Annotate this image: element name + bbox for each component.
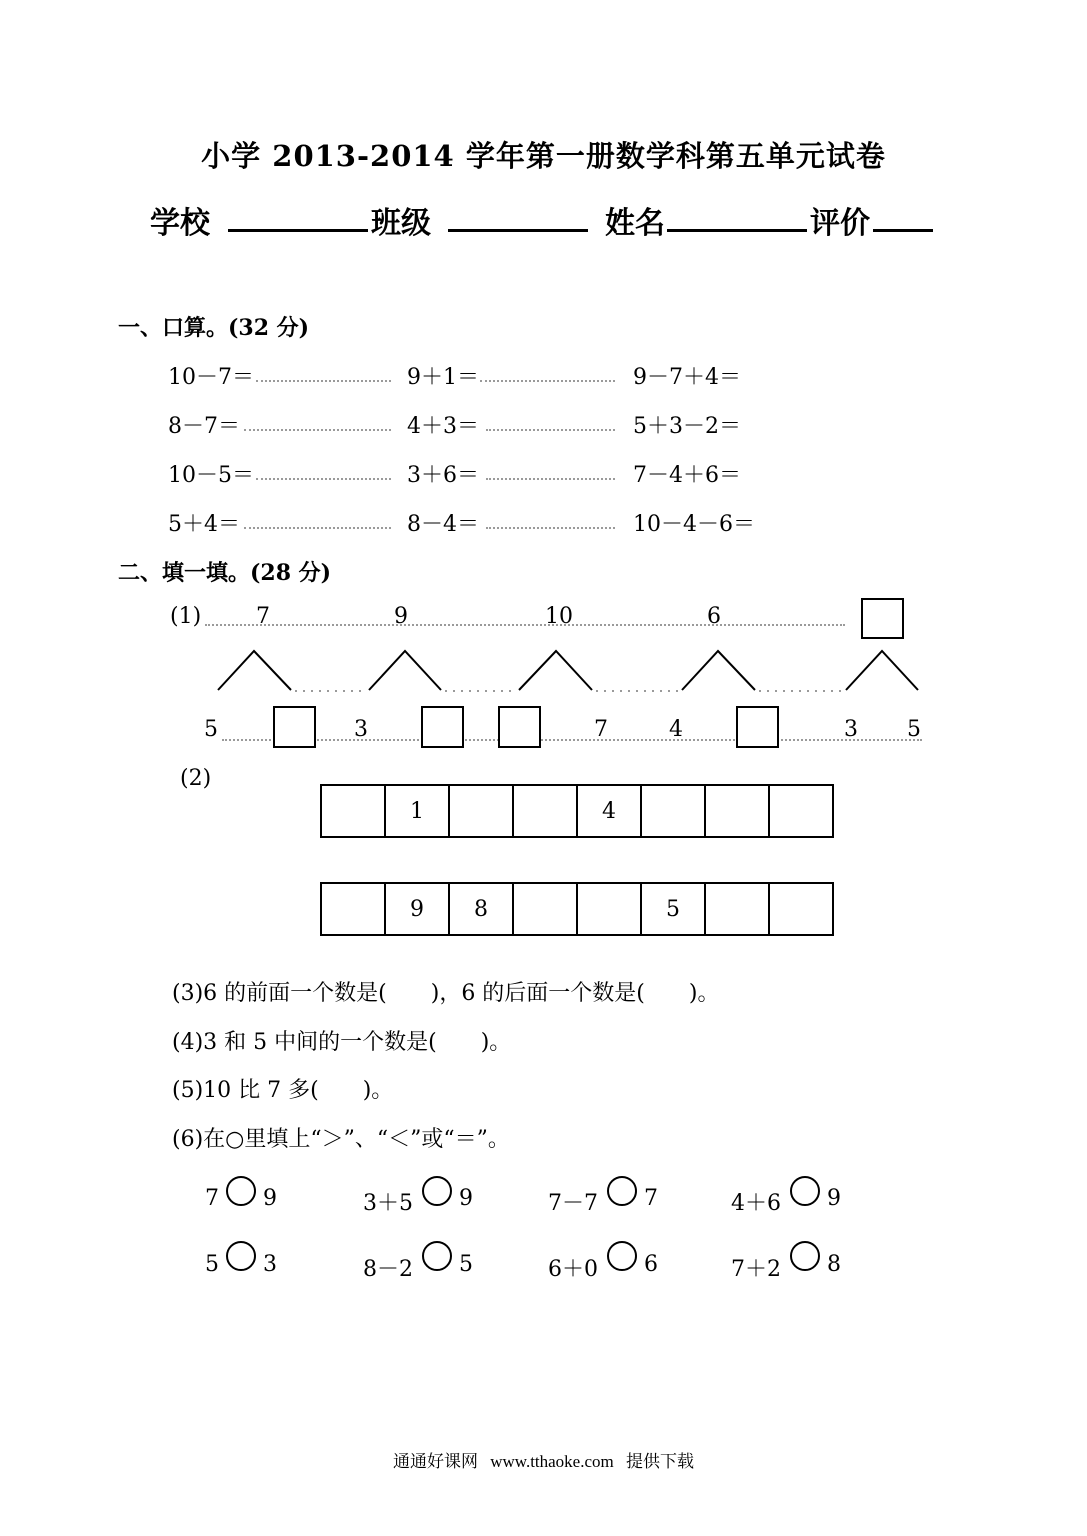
question-1-label: (1): [170, 604, 202, 629]
compare-right: 9: [827, 1186, 841, 1211]
bond-part-number: 5: [907, 717, 921, 742]
sequence-grid-2: [320, 882, 834, 936]
compare-right: 5: [459, 1252, 473, 1277]
compare-right: 3: [263, 1252, 277, 1277]
bond-part-answer-box[interactable]: [498, 706, 541, 748]
compare-circle[interactable]: [422, 1241, 452, 1271]
footer-site-name: 通通好课网: [392, 1452, 478, 1471]
section-1-heading: 一、口算。(32 分): [118, 315, 310, 341]
sequence-cell[interactable]: [514, 884, 578, 936]
compare-right: 9: [263, 1186, 277, 1211]
oral-calc-item: 8－4＝: [407, 512, 479, 537]
compare-circle[interactable]: [226, 1241, 256, 1271]
oral-calc-item: 8－7＝: [168, 414, 240, 439]
oral-calc-item: 9－7＋4＝: [633, 365, 741, 390]
leader-dots: [222, 739, 922, 741]
sequence-cell: 9: [386, 884, 450, 936]
compare-left: 4＋6: [731, 1191, 781, 1216]
class-label: 班级: [371, 206, 431, 241]
sequence-cell[interactable]: [578, 884, 642, 936]
footer-url-link[interactable]: www.tthaoke.com: [490, 1452, 614, 1471]
bond-part-number: 4: [669, 717, 683, 742]
sequence-cell[interactable]: [322, 884, 386, 936]
sequence-grid-1: [320, 784, 834, 838]
page-title: 小学 2013-2014 学年第一册数学科第五单元试卷: [201, 139, 886, 173]
school-label: 学校: [150, 206, 210, 241]
compare-right: 6: [644, 1252, 658, 1277]
bond-top-number: 7: [256, 604, 270, 629]
sequence-cell[interactable]: [706, 786, 770, 838]
compare-circle[interactable]: [790, 1176, 820, 1206]
compare-right: 9: [459, 1186, 473, 1211]
compare-left: 7: [205, 1186, 219, 1211]
sequence-cell[interactable]: [770, 884, 834, 936]
bond-top-number: 10: [545, 604, 573, 629]
sequence-cell[interactable]: [642, 786, 706, 838]
oral-calc-item: 10－7＝: [168, 365, 254, 390]
grade-label: 评价: [810, 206, 870, 241]
oral-calc-item: 10－4－6＝: [633, 512, 755, 537]
name-label: 姓名: [605, 206, 665, 241]
question-6: (6)在○里填上“＞”、“＜”或“＝”。: [172, 1127, 510, 1152]
question-4: (4)3 和 5 中间的一个数是( )。: [172, 1030, 512, 1055]
sequence-cell[interactable]: [770, 786, 834, 838]
page-footer: [0, 1447, 1087, 1472]
sequence-cell[interactable]: [450, 786, 514, 838]
sequence-cell: 1: [386, 786, 450, 838]
question-2-label: (2): [180, 766, 212, 791]
bond-top-number: 9: [394, 604, 408, 629]
sequence-cell: 5: [642, 884, 706, 936]
sequence-cell: 4: [578, 786, 642, 838]
oral-calc-item: 5＋3－2＝: [633, 414, 741, 439]
compare-right: 8: [827, 1252, 841, 1277]
compare-left: 5: [205, 1252, 219, 1277]
bond-part-number: 5: [204, 717, 218, 742]
oral-calc-item: 9＋1＝: [407, 365, 479, 390]
bond-part-answer-box[interactable]: [421, 706, 464, 748]
compare-left: 8－2: [363, 1257, 413, 1282]
section-2-heading: 二、填一填。(28 分): [118, 560, 332, 586]
number-bond-branches: [0, 0, 1087, 700]
oral-calc-item: 3＋6＝: [407, 463, 479, 488]
bond-top-number: 6: [707, 604, 721, 629]
compare-circle[interactable]: [422, 1176, 452, 1206]
sequence-cell[interactable]: [322, 786, 386, 838]
oral-calc-item: 7－4＋6＝: [633, 463, 741, 488]
compare-circle[interactable]: [790, 1241, 820, 1271]
compare-left: 3＋5: [363, 1191, 413, 1216]
oral-calc-item: 10－5＝: [168, 463, 254, 488]
bond-part-answer-box[interactable]: [736, 706, 779, 748]
compare-circle[interactable]: [607, 1241, 637, 1271]
compare-circle[interactable]: [226, 1176, 256, 1206]
compare-left: 7－7: [548, 1191, 598, 1216]
sequence-cell[interactable]: [514, 786, 578, 838]
bond-part-number: 3: [354, 717, 368, 742]
footer-suffix: 提供下载: [626, 1452, 695, 1471]
compare-circle[interactable]: [607, 1176, 637, 1206]
question-5: (5)10 比 7 多( )。: [172, 1078, 394, 1103]
bond-part-answer-box[interactable]: [273, 706, 316, 748]
oral-calc-item: 4＋3＝: [407, 414, 479, 439]
sequence-cell[interactable]: [706, 884, 770, 936]
bond-part-number: 3: [844, 717, 858, 742]
compare-left: 6＋0: [548, 1257, 598, 1282]
question-3: (3)6 的前面一个数是( )，6 的后面一个数是( )。: [172, 981, 720, 1006]
sequence-cell: 8: [450, 884, 514, 936]
compare-left: 7＋2: [731, 1257, 781, 1282]
compare-right: 7: [644, 1186, 658, 1211]
bond-part-number: 7: [594, 717, 608, 742]
oral-calc-item: 5＋4＝: [168, 512, 240, 537]
